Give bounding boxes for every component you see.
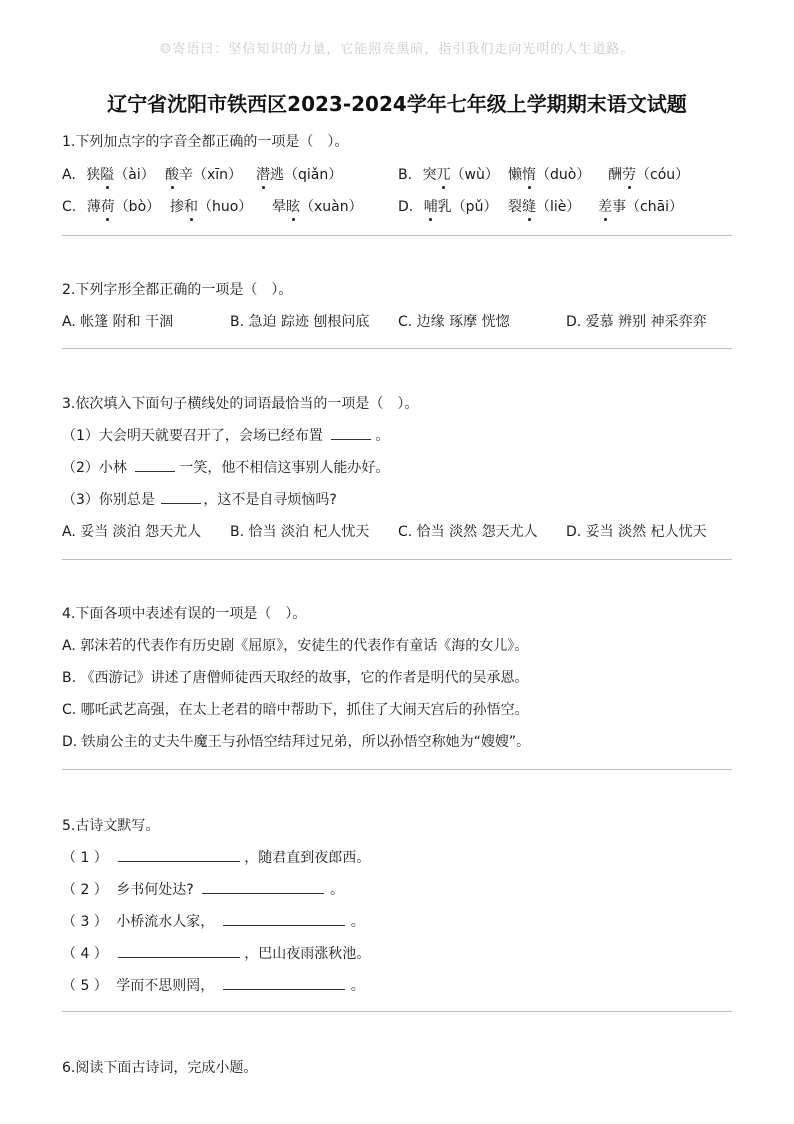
char: 晕 bbox=[272, 199, 286, 215]
option-letter: C. bbox=[62, 199, 77, 215]
pinyin: （pǔ） bbox=[451, 199, 498, 215]
item-number: （ 3 ） bbox=[62, 914, 108, 930]
dotted-char: 眩 bbox=[286, 199, 300, 215]
divider bbox=[62, 235, 732, 236]
pinyin: （xuàn） bbox=[300, 199, 363, 215]
item-number: （ 4 ） bbox=[62, 946, 108, 962]
poem-text: ，随君直到夜郎西。 bbox=[244, 850, 371, 866]
char: 薄 bbox=[86, 199, 101, 215]
dotted-char: 惰 bbox=[522, 167, 536, 183]
poem-text: 学而不思则罔， bbox=[116, 978, 215, 994]
question-5-stem: 5.古诗文默写。 bbox=[62, 818, 160, 834]
poem-text: 小桥流水人家， bbox=[116, 914, 215, 930]
divider bbox=[62, 559, 732, 560]
char: 事 bbox=[612, 199, 626, 215]
q1-option-c bbox=[62, 196, 363, 216]
item-number: （ 2 ） bbox=[62, 882, 108, 898]
poem-text: ，巴山夜雨涨秋池。 bbox=[244, 946, 371, 962]
dotted-char: 潜 bbox=[256, 167, 270, 183]
pinyin: （cóu） bbox=[636, 167, 690, 183]
q1-option-d bbox=[398, 196, 684, 216]
fill-blank[interactable] bbox=[161, 489, 201, 504]
poem-text: 。 bbox=[350, 978, 365, 994]
option-letter: A. bbox=[62, 167, 76, 183]
divider bbox=[62, 769, 732, 770]
fill-blank[interactable] bbox=[118, 943, 240, 958]
divider bbox=[62, 1011, 732, 1012]
char: 裂 bbox=[508, 199, 522, 215]
fill-blank[interactable] bbox=[202, 879, 324, 894]
poem-text: 。 bbox=[330, 882, 345, 898]
char: 突 bbox=[422, 167, 437, 183]
q3-option-a: A. 妥当 淡泊 怨天尤人 bbox=[62, 524, 202, 540]
sentence-text: （2）小林 bbox=[62, 460, 127, 476]
q4-option-a: A. 郭沫若的代表作有历史剧《屈原》，安徒生的代表作有童话《海的女儿》。 bbox=[62, 638, 529, 654]
question-1-stem: 1.下列加点字的字音全都正确的一项是（ ）。 bbox=[62, 134, 349, 150]
pinyin: （chāi） bbox=[626, 199, 684, 215]
q5-line-3 bbox=[62, 911, 365, 931]
q5-line-5 bbox=[62, 975, 365, 995]
dotted-char: 酸 bbox=[165, 167, 179, 183]
fill-blank[interactable] bbox=[135, 457, 175, 472]
dotted-char: 差 bbox=[598, 199, 612, 215]
option-letter: D. bbox=[398, 199, 414, 215]
char: 懒 bbox=[508, 167, 522, 183]
fill-blank[interactable] bbox=[223, 975, 345, 990]
motto-banner: ☺寄语曰：坚信知识的力量，它能照亮黑暗，指引我们走向光明的人生道路。 bbox=[159, 42, 635, 57]
dotted-char: 兀 bbox=[436, 167, 451, 183]
q1-option-b bbox=[398, 164, 690, 184]
dotted-char: 哺 bbox=[423, 199, 438, 215]
question-4-stem: 4.下面各项中表述有误的一项是（ ）。 bbox=[62, 606, 307, 622]
pinyin: （huo） bbox=[198, 199, 253, 215]
sentence-text: ，这不是自寻烦恼吗? bbox=[203, 492, 337, 508]
item-number: （ 1 ） bbox=[62, 850, 108, 866]
char: 乳 bbox=[437, 199, 452, 215]
question-3-stem: 3.依次填入下面句子横线处的词语最恰当的一项是（ ）。 bbox=[62, 396, 419, 412]
dotted-char: 劳 bbox=[622, 167, 636, 183]
sentence-text: （3）你别总是 bbox=[62, 492, 155, 508]
q4-option-d: D. 铁扇公主的丈夫牛魔王与孙悟空结拜过兄弟，所以孙悟空称她为“嫂嫂”。 bbox=[62, 734, 531, 750]
page-title: 辽宁省沈阳市铁西区2023-2024学年七年级上学期期末语文试题 bbox=[107, 92, 687, 116]
dotted-char: 和 bbox=[184, 199, 198, 215]
q3-sentence-2 bbox=[62, 457, 389, 477]
option-letter: B. bbox=[398, 167, 413, 183]
dotted-char: 隘 bbox=[100, 167, 115, 183]
pinyin: （wù） bbox=[450, 167, 499, 183]
char: 辛 bbox=[179, 167, 193, 183]
q3-option-b: B. 恰当 淡泊 杞人忧天 bbox=[230, 524, 370, 540]
q5-line-2 bbox=[62, 879, 344, 899]
pinyin: （duò） bbox=[536, 167, 591, 183]
pinyin: （ài） bbox=[114, 167, 155, 183]
sentence-text: 。 bbox=[375, 428, 390, 444]
poem-text: 乡书何处达? bbox=[116, 882, 194, 898]
q3-option-d: D. 妥当 淡然 杞人忧天 bbox=[566, 524, 707, 540]
question-6-stem: 6.阅读下面古诗词，完成小题。 bbox=[62, 1060, 258, 1076]
question-2-stem: 2.下列字形全都正确的一项是（ ）。 bbox=[62, 282, 293, 298]
pinyin: （bò） bbox=[114, 199, 161, 215]
poem-text: 。 bbox=[350, 914, 365, 930]
fill-blank[interactable] bbox=[223, 911, 345, 926]
dotted-char: 荷 bbox=[100, 199, 115, 215]
dotted-char: 缝 bbox=[522, 199, 536, 215]
q3-sentence-1 bbox=[62, 425, 389, 445]
pinyin: （liè） bbox=[536, 199, 581, 215]
item-number: （ 5 ） bbox=[62, 978, 108, 994]
pinyin: （xīn） bbox=[193, 167, 243, 183]
fill-blank[interactable] bbox=[118, 847, 240, 862]
char: 逃 bbox=[270, 167, 284, 183]
q4-option-c: C. 哪吒武艺高强，在太上老君的暗中帮助下，抓住了大闹天宫后的孙悟空。 bbox=[62, 702, 529, 718]
q3-option-c: C. 恰当 淡然 怨天尤人 bbox=[398, 524, 538, 540]
q2-option-a: A. 帐篷 附和 干涸 bbox=[62, 314, 174, 330]
char: 狭 bbox=[86, 167, 101, 183]
q5-line-1 bbox=[62, 847, 370, 867]
q3-sentence-3 bbox=[62, 489, 337, 509]
sentence-text: （1）大会明天就要召开了，会场已经布置 bbox=[62, 428, 323, 444]
q2-option-b: B. 急迫 踪迹 刨根问底 bbox=[230, 314, 370, 330]
char: 酬 bbox=[608, 167, 622, 183]
q4-option-b: B. 《西游记》讲述了唐僧师徒西天取经的故事，它的作者是明代的吴承恩。 bbox=[62, 670, 529, 686]
sentence-text: 一笑，他不相信这事别人能办好。 bbox=[179, 460, 390, 476]
pinyin: （qiǎn） bbox=[284, 167, 343, 183]
q5-line-4 bbox=[62, 943, 370, 963]
fill-blank[interactable] bbox=[331, 425, 371, 440]
char: 掺 bbox=[170, 199, 184, 215]
q2-option-d: D. 爱慕 辨别 神采弈弈 bbox=[566, 314, 707, 330]
q1-option-a bbox=[62, 164, 343, 184]
divider bbox=[62, 348, 732, 349]
q2-option-c: C. 边缘 琢摩 恍惚 bbox=[398, 314, 510, 330]
